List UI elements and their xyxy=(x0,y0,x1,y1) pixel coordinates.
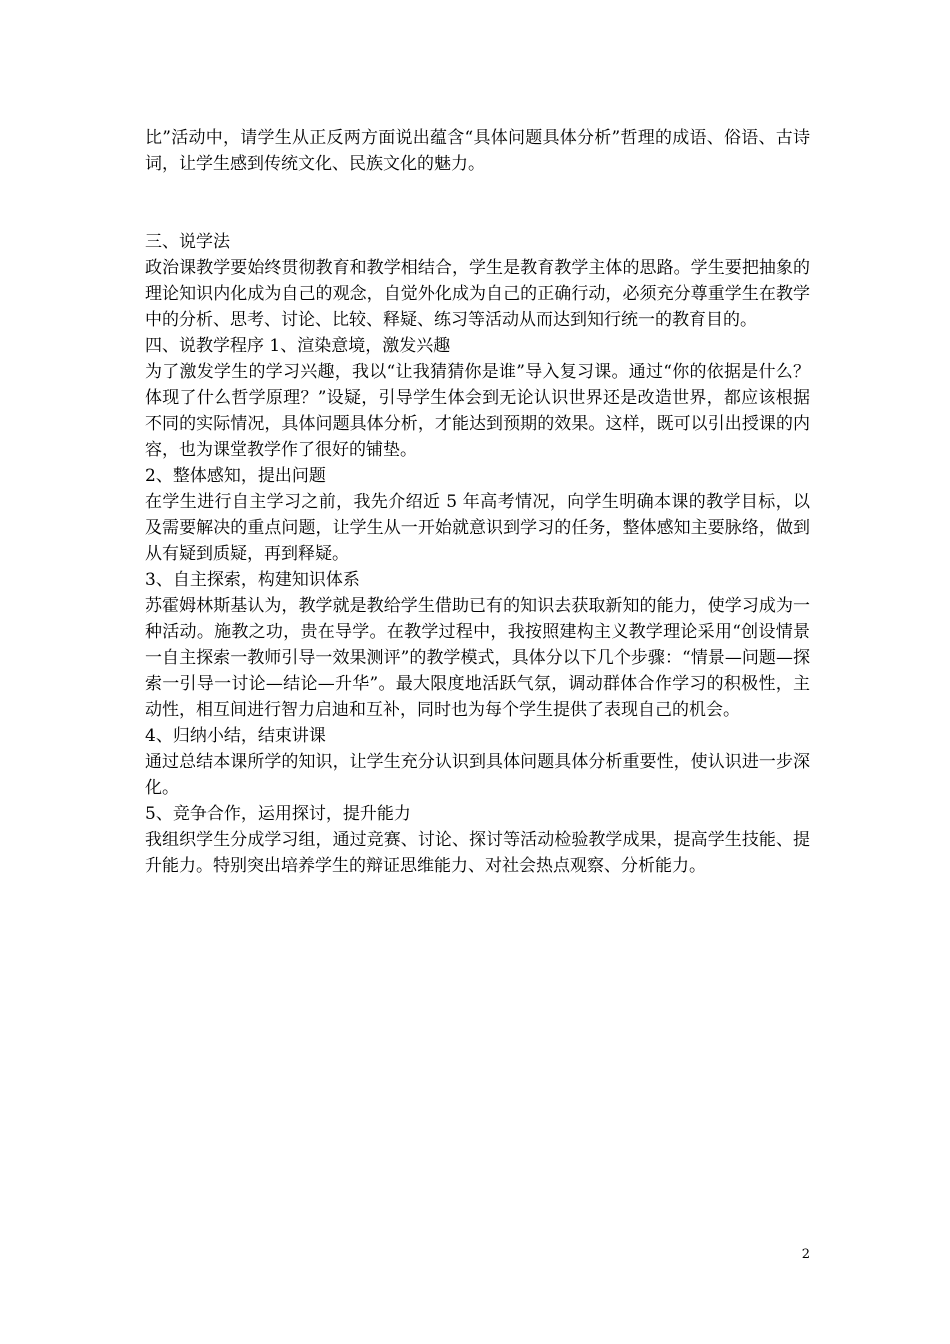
section-heading-learning-method: 三、说学法 xyxy=(145,232,230,252)
paragraph-learning-method: 政治课教学要始终贯彻教育和教学相结合，学生是教育教学主体的思路。学生要把抽象的理论知识内化成为自己的观念，自觉外化成为自己的正确行动，必须充分尊重学生在教学中的分析、思考、讨论、比较、释疑、练习等活动从而达到知行统一的教育目的。 xyxy=(145,258,810,330)
paragraph-overall-perception: 在学生进行自主学习之前，我先介绍近 5 年高考情况，向学生明确本课的教学目标，以及需要解决的重点问题，让学生从一开始就意识到学习的任务，整体感知主要脉络，做到从有疑到质疑，再到释疑。 xyxy=(145,492,810,564)
paragraph-spacer xyxy=(145,177,810,229)
document-body xyxy=(145,125,810,879)
subheading-competition-cooperation: 5、竞争合作，运用探讨，提升能力 xyxy=(145,804,411,824)
paragraph-self-exploration: 苏霍姆林斯基认为，教学就是教给学生借助已有的知识去获取新知的能力，使学习成为一种活动。施教之功，贵在导学。在教学过程中，我按照建构主义教学理论采用“创设情景一自主探索一教师引导一效果测评”的教学模式，具体分以下几个步骤：“情景—问题—探索一引导一讨论—结论—升华”。最大限度地活跃气氛，调动群体合作学习的积极性，主动性，相互间进行智力启迪和互补，同时也为每个学生提供了表现自己的机会。 xyxy=(145,596,810,720)
paragraph-summary: 通过总结本课所学的知识，让学生充分认识到具体问题具体分析重要性，使认识进一步深化。 xyxy=(145,752,810,798)
subheading-summary: 4、归纳小结，结束讲课 xyxy=(145,726,326,746)
page-number: 2 xyxy=(801,1247,810,1262)
paragraph-stimulate-interest: 为了激发学生的学习兴趣，我以“让我猜猜你是谁”导入复习课。通过“你的依据是什么？体现了什么哲学原理？”设疑，引导学生体会到无论认识世界还是改造世界，都应该根据不同的实际情况，具体问题具体分析，才能达到预期的效果。这样，既可以引出授课的内容，也为课堂教学作了很好的铺垫。 xyxy=(145,362,810,460)
subheading-self-exploration: 3、自主探索，构建知识体系 xyxy=(145,570,360,590)
paragraph-continuation: 比”活动中，请学生从正反两方面说出蕴含“具体问题具体分析”哲理的成语、俗语、古诗词，让学生感到传统文化、民族文化的魅力。 xyxy=(145,128,810,174)
paragraph-competition-cooperation: 我组织学生分成学习组，通过竞赛、讨论、探讨等活动检验教学成果，提高学生技能、提升能力。特别突出培养学生的辩证思维能力、对社会热点观察、分析能力。 xyxy=(145,830,810,876)
section-heading-teaching-procedure: 四、说教学程序 1、渲染意境，激发兴趣 xyxy=(145,336,451,356)
subheading-overall-perception: 2、整体感知，提出问题 xyxy=(145,466,326,486)
